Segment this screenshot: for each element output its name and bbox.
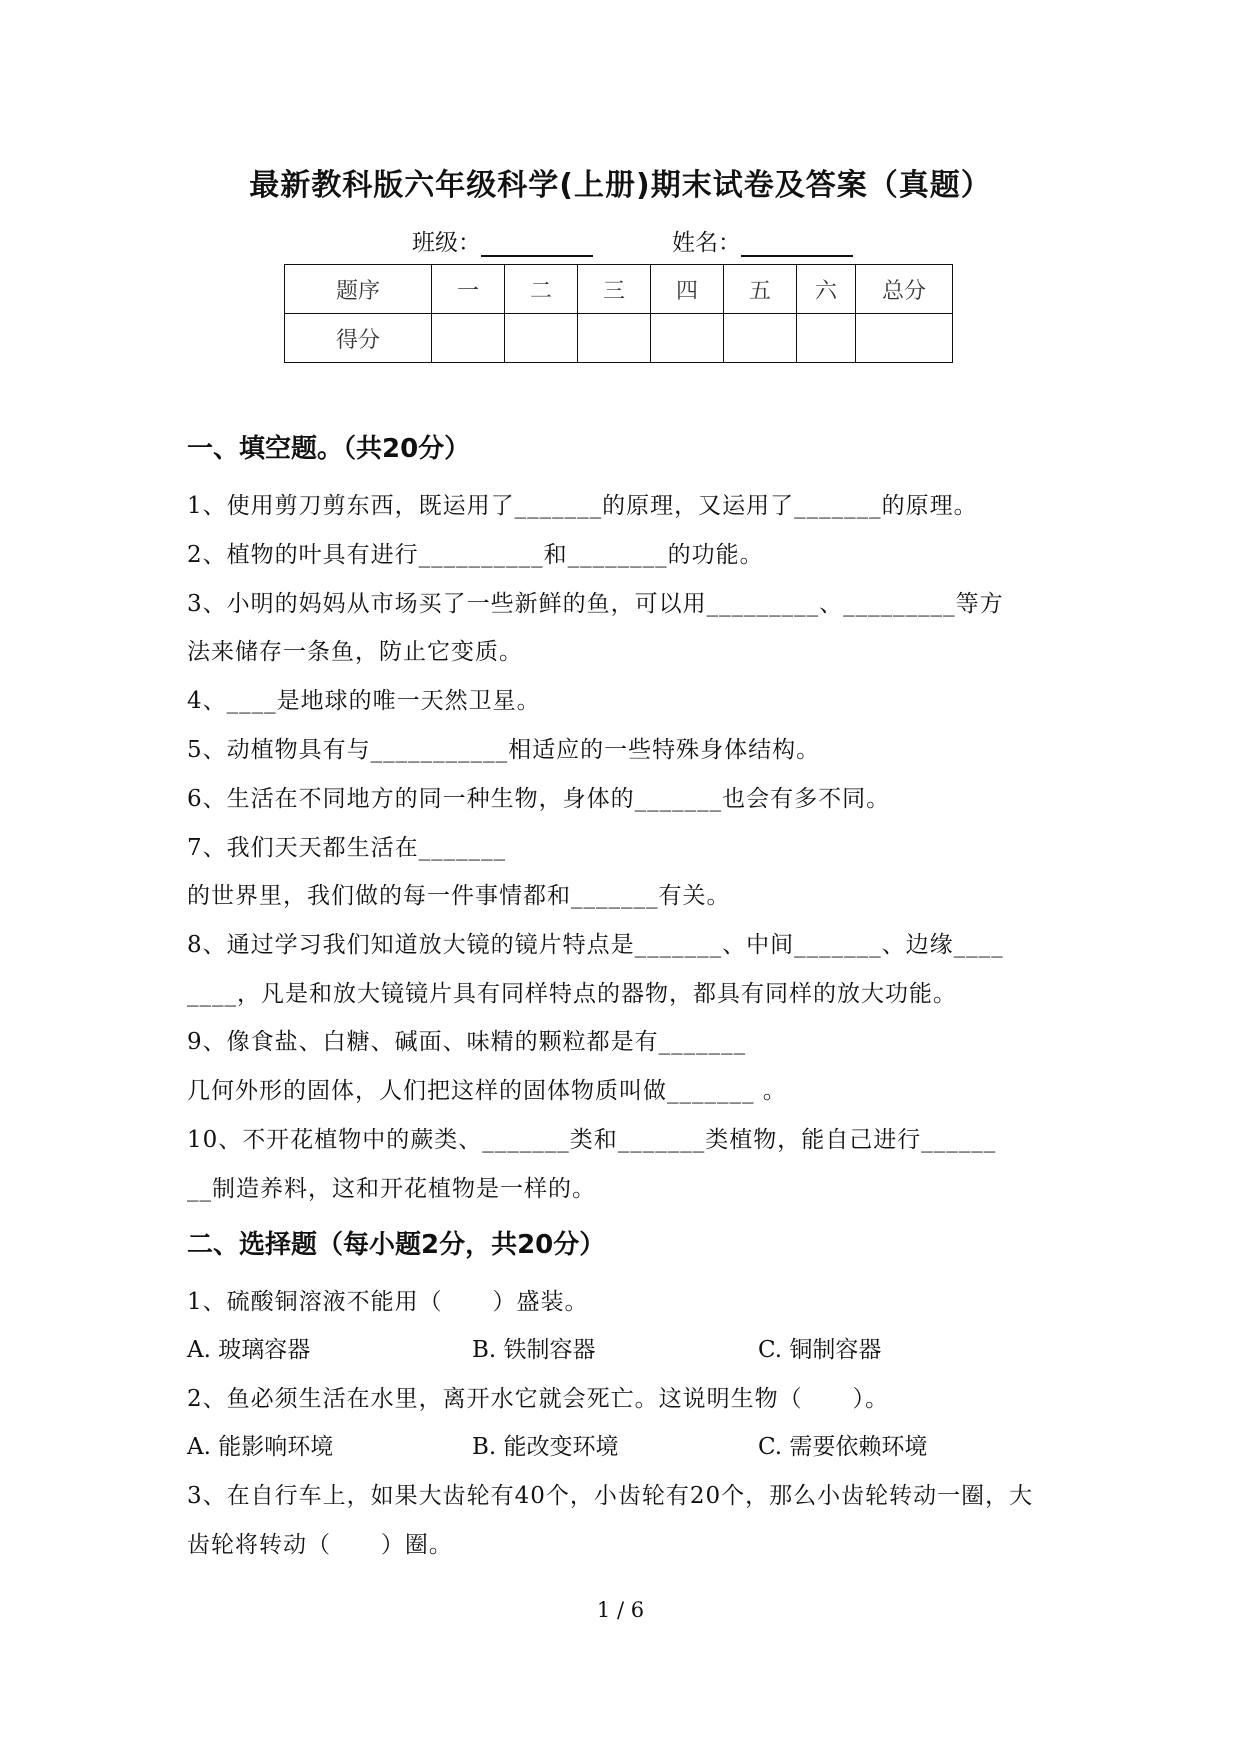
option-a[interactable]: A. 能影响环境 — [187, 1434, 334, 1460]
choice-question-2: 2、鱼必须生活在水里，离开水它就会死亡。这说明生物（ ）。 — [187, 1386, 889, 1412]
option-b[interactable]: B. 铁制容器 — [472, 1337, 596, 1363]
student-info — [0, 224, 1241, 258]
table-cell: 一 — [432, 265, 505, 314]
choice-question-3-cont: 齿轮将转动（ ）圈。 — [187, 1532, 453, 1558]
page-number: 1 / 6 — [596, 1598, 645, 1622]
table-cell: 四 — [651, 265, 724, 314]
name-field — [672, 224, 853, 257]
class-blank[interactable] — [481, 229, 593, 257]
option-a[interactable]: A. 玻璃容器 — [187, 1337, 311, 1363]
question-line: 2、植物的叶具有进行__________和________的功能。 — [187, 542, 764, 568]
question-line: 法来储存一条鱼，防止它变质。 — [187, 639, 523, 665]
question-line: 7、我们天天都生活在_______ — [187, 835, 507, 861]
table-cell: 题序 — [285, 265, 432, 314]
section-choice-title: 二、选择题（每小题2分，共20分） — [187, 1230, 606, 1260]
score-table-score-row — [285, 314, 953, 363]
table-cell: 六 — [797, 265, 856, 314]
question-line: 3、小明的妈妈从市场买了一些新鲜的鱼，可以用_________、_________等方 — [187, 591, 1004, 617]
table-cell: 得分 — [285, 314, 432, 363]
table-cell: 总分 — [856, 265, 953, 314]
class-field — [412, 224, 593, 257]
score-table-header-row — [285, 265, 953, 314]
table-cell: 二 — [505, 265, 578, 314]
question-line: 9、像食盐、白糖、碱面、味精的颗粒都是有_______ — [187, 1029, 747, 1055]
choice-question-1: 1、硫酸铜溶液不能用（ ）盛装。 — [187, 1289, 589, 1315]
question-line: 1、使用剪刀剪东西，既运用了_______的原理，又运用了_______的原理。 — [187, 493, 978, 519]
class-label: 班级： — [412, 230, 481, 256]
section-fill-in-title: 一、填空题。（共20分） — [187, 434, 471, 464]
name-label: 姓名： — [672, 230, 741, 256]
question-line: 的世界里，我们做的每一件事情都和_______有关。 — [187, 883, 731, 909]
score-cell[interactable] — [651, 314, 724, 363]
table-cell: 三 — [578, 265, 651, 314]
question-line: 6、生活在不同地方的同一种生物，身体的_______也会有多不同。 — [187, 786, 891, 812]
score-cell[interactable] — [432, 314, 505, 363]
option-b[interactable]: B. 能改变环境 — [472, 1434, 619, 1460]
score-table — [284, 264, 953, 363]
option-c[interactable]: C. 铜制容器 — [758, 1337, 882, 1363]
score-cell[interactable] — [856, 314, 953, 363]
option-c[interactable]: C. 需要依赖环境 — [758, 1434, 928, 1460]
name-blank[interactable] — [741, 229, 853, 257]
table-cell: 五 — [724, 265, 797, 314]
question-line: 5、动植物具有与___________相适应的一些特殊身体结构。 — [187, 737, 821, 763]
score-cell[interactable] — [578, 314, 651, 363]
score-cell[interactable] — [724, 314, 797, 363]
choice-question-3: 3、在自行车上，如果大齿轮有40个，小齿轮有20个，那么小齿轮转动一圈，大 — [187, 1483, 1034, 1509]
page-title: 最新教科版六年级科学(上册)期末试卷及答案（真题） — [249, 168, 992, 203]
question-line: 4、____是地球的唯一天然卫星。 — [187, 688, 541, 714]
question-line: __制造养料，这和开花植物是一样的。 — [187, 1176, 596, 1202]
question-line: 8、通过学习我们知道放大镜的镜片特点是_______、中间_______、边缘____ — [187, 932, 1004, 958]
question-line: 几何外形的固体，人们把这样的固体物质叫做_______ 。 — [187, 1078, 787, 1104]
question-line: 10、不开花植物中的蕨类、_______类和_______类植物，能自己进行______ — [187, 1127, 997, 1153]
score-cell[interactable] — [797, 314, 856, 363]
score-cell[interactable] — [505, 314, 578, 363]
question-line: ____，凡是和放大镜镜片具有同样特点的器物，都具有同样的放大功能。 — [187, 981, 957, 1007]
